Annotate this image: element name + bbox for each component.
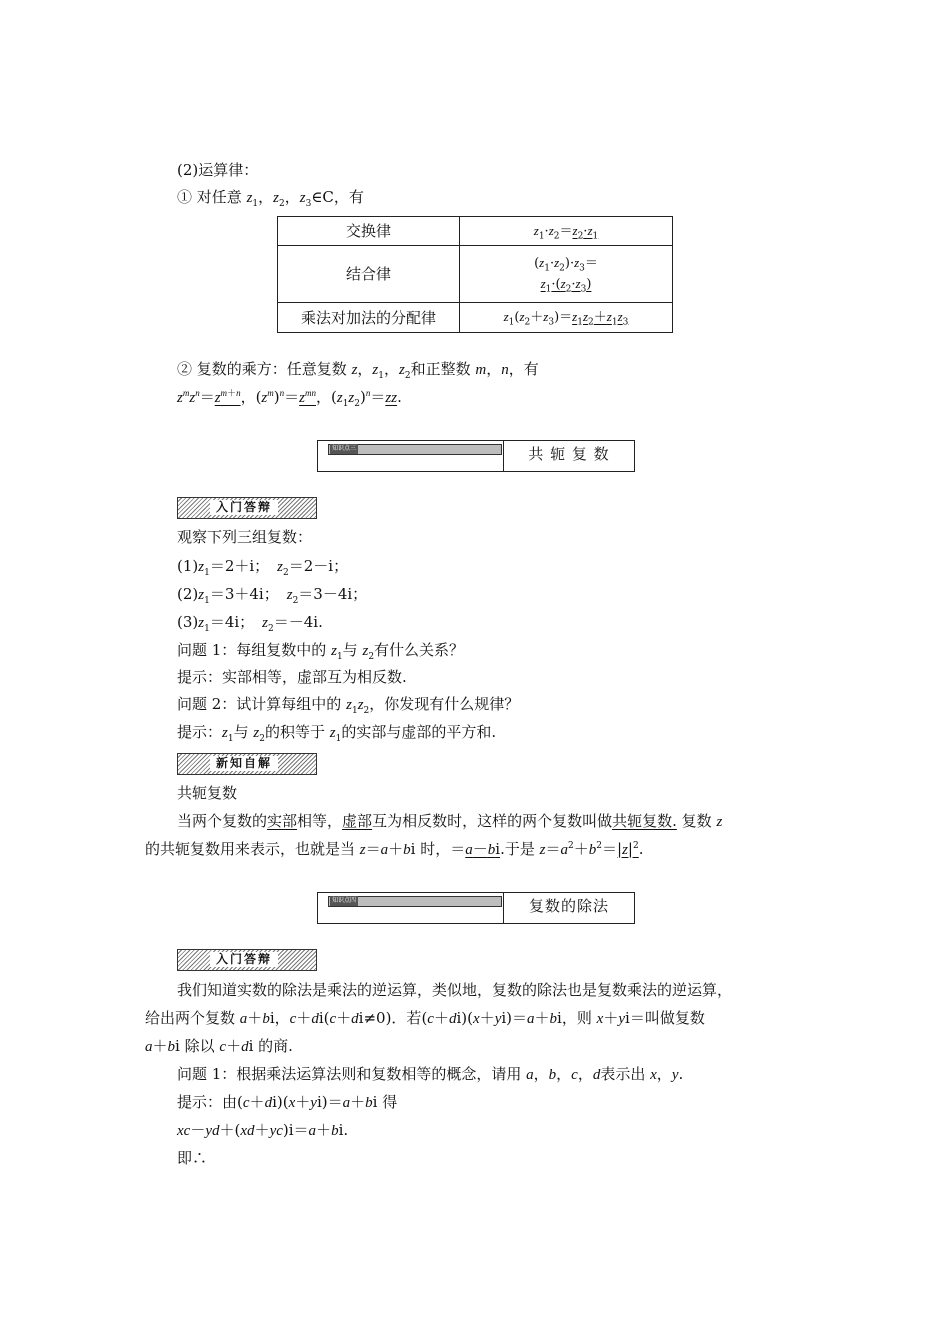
example-2: $(2)z_1=3+4i$； $z_2=3-4i$； — [177, 585, 368, 606]
example-1: $(1)z_1=2+i$； $z_2=2-i$； — [177, 557, 349, 578]
section-heading: (2)运算律： — [177, 161, 259, 179]
power-line-1: ② 复数的乘方：任意复数 z，$z_1$，$z_2$和正整数 m，n，有 — [177, 360, 539, 381]
knowledge-tag: 知识点四 — [332, 897, 357, 904]
law-name-commutative: 交换律 — [278, 217, 460, 246]
division-paragraph-2: 给出两个复数 a＋bi，c＋di(c＋di≠0)．若(c＋di)(x＋yi)＝a＋bi，则 x＋yi＝叫做复数 — [145, 1009, 705, 1027]
observe-line: 观察下列三组复数： — [177, 528, 313, 546]
knowledge-point-4-header — [317, 892, 635, 924]
answer-2: 提示：$z_1$与 $z_2$的积等于 $z_1$的实部与虚部的平方和. — [177, 723, 497, 744]
new-knowledge-badge: 新知自解 — [177, 753, 317, 775]
law-expr-associative: $(z_1\cdot z_2)\cdot z_3=$ $z_1\cdot(z_2\cdot z_3)$ — [460, 246, 673, 303]
knowledge-point-3-header — [317, 440, 635, 472]
forall-line: ① 对任意 $z_1$，$z_2$，$z_3\in C$，有 — [177, 188, 364, 209]
law-expr-distributive: $z_1(z_2+z_3)=z_1z_2+z_1z_3$ — [460, 303, 673, 333]
operation-laws-table — [277, 216, 673, 333]
intro-qa-badge: 入门答辩 — [177, 497, 317, 519]
example-3: $(3)z_1=4i$； $z_2=-4i$. — [177, 613, 323, 634]
conjugate-definition-1: 当两个复数的实部相等，虚部互为相反数时，这样的两个复数叫做共轭复数. 复数 z — [177, 812, 723, 830]
conjugate-definition-2: 的共轭复数用来表示，也就是当 z＝a＋bi 时，＝a－bi.于是 $z=a^2+b^2=|z|^2$. — [145, 840, 644, 858]
knowledge-title: 复数的除法 — [528, 897, 609, 915]
law-expr-commutative: $z_1\cdot z_2=z_2\cdot z_1$ — [460, 217, 673, 246]
division-answer-equation: xc－yd＋(xd＋yc)i＝a＋bi. — [177, 1121, 349, 1139]
law-name-associative: 结合律 — [278, 246, 460, 303]
division-answer-therefore: 即∴ — [177, 1149, 208, 1167]
law-name-distributive: 乘法对加法的分配律 — [278, 303, 460, 333]
knowledge-tag: 知识点三 — [332, 445, 357, 452]
intro-qa-badge-2: 入门答辩 — [177, 949, 317, 971]
answer-1: 提示：实部相等，虚部互为相反数. — [177, 668, 407, 686]
division-question-1: 问题 1：根据乘法运算法则和复数相等的概念，请用 a，b，c，d表示出 x，y. — [177, 1065, 684, 1083]
division-paragraph-1: 我们知道实数的除法是乘法的逆运算，类似地，复数的除法也是复数乘法的逆运算， — [177, 981, 733, 999]
question-1: 问题 1：每组复数中的 $z_1$与 $z_2$有什么关系？ — [177, 641, 465, 662]
power-line-2: $z^mz^n=z^{m+n}$，$(z^m)^n=z^{mn}$，$(z_1z_2)^n=zz$. — [177, 388, 402, 409]
knowledge-title: 共 轭 复 数 — [528, 445, 610, 463]
question-2: 问题 2：试计算每组中的 $z_1z_2$，你发现有什么规律？ — [177, 695, 520, 716]
division-answer-1: 提示：由(c＋di)(x＋yi)＝a＋bi 得 — [177, 1093, 398, 1111]
conjugate-section-title: 共轭复数 — [177, 784, 238, 802]
division-paragraph-3: a＋bi 除以 c＋di 的商. — [145, 1037, 293, 1055]
